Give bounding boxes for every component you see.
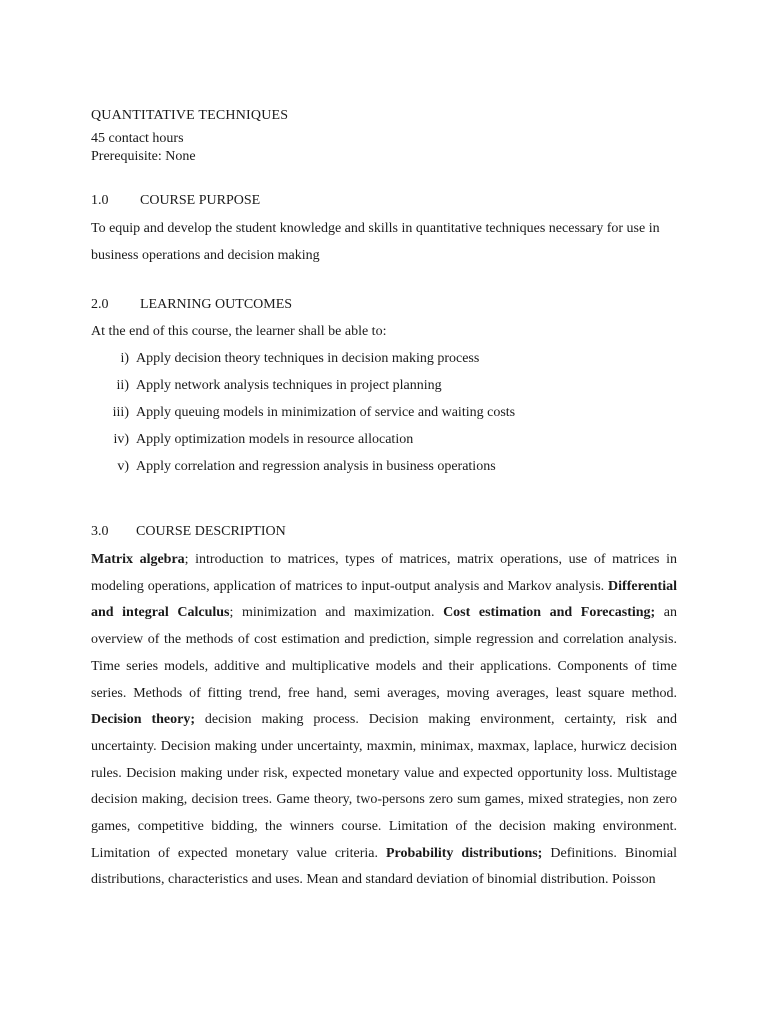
section-number: 1.0 (91, 193, 109, 208)
description-text: an overview of the methods of cost estimation and prediction, simple regression and correlation analysis. Time series models, additive and multiplicative models and their applications. Components of time series. Methods of fitting trend, free hand, semi averages, moving averages, least square method. (91, 605, 677, 701)
list-item (91, 453, 515, 480)
page-title: QUANTITATIVE TECHNIQUES (91, 108, 289, 123)
contact-hours: 45 contact hours (91, 131, 184, 146)
list-marker: v) (117, 459, 129, 474)
list-item (91, 426, 515, 453)
topic-term: Differential and integral Calculus (91, 578, 677, 621)
prerequisite: Prerequisite: None (91, 149, 196, 164)
section-number: 2.0 (91, 297, 109, 312)
description-text: ; minimization and maximization. (229, 605, 444, 621)
course-description-text (91, 547, 677, 894)
list-item (91, 372, 515, 399)
list-marker: iii) (112, 405, 129, 420)
section-heading-course-description (91, 524, 286, 540)
list-item-text: Apply network analysis techniques in project planning (136, 378, 442, 393)
topic-term: Cost estimation and Forecasting; (443, 605, 656, 621)
list-item-text: Apply correlation and regression analysis in business operations (136, 459, 496, 474)
section-title: COURSE DESCRIPTION (136, 524, 286, 539)
list-item (91, 345, 515, 372)
list-item-text: Apply queuing models in minimization of service and waiting costs (136, 405, 516, 420)
course-purpose-text: To equip and develop the student knowledge and skills in quantitative techniques necessary for use in business operations and decision making (91, 221, 660, 263)
section-title: LEARNING OUTCOMES (140, 297, 293, 312)
topic-term: Decision theory; (91, 712, 195, 728)
description-text: Definitions. Binomial distributions, characteristics and uses. Mean and standard deviation of binomial distribution. Poisson (91, 845, 677, 888)
section-heading-learning-outcomes (91, 297, 292, 313)
topic-term: Matrix algebra (91, 552, 185, 567)
section-title: COURSE PURPOSE (140, 193, 261, 208)
description-text: ; introduction to matrices, types of matrices, matrix operations, use of matrices in modeling operations, application of matrices to input-output analysis and Markov analysis. (91, 552, 677, 594)
topic-term: Probability distributions; (385, 845, 543, 861)
list-item (91, 399, 515, 426)
section-heading-course-purpose (91, 193, 260, 209)
list-marker: iv) (113, 432, 129, 447)
section-number: 3.0 (91, 524, 109, 539)
list-marker: i) (120, 351, 129, 366)
list-item-text: Apply optimization models in resource allocation (136, 432, 414, 447)
description-text: decision making process. Decision making environment, certainty, risk and uncertainty. Decision making under uncertainty, maxmin, minimax, maxmax, laplace, hurwicz decision rules. Decision making under risk, expected monetary value and expected opportunity loss. Multistage decision making, decision trees. Game theory, two-persons zero sum games, mixed strategies, non zero games, competitive bidding, the winners course. Limitation of the decision making environment. Limitation of expected monetary value criteria. (91, 712, 678, 861)
outcomes-list (91, 345, 515, 480)
list-item-text: Apply decision theory techniques in decision making process (136, 351, 480, 366)
outcomes-intro: At the end of this course, the learner shall be able to: (91, 324, 387, 339)
list-marker: ii) (116, 378, 129, 393)
